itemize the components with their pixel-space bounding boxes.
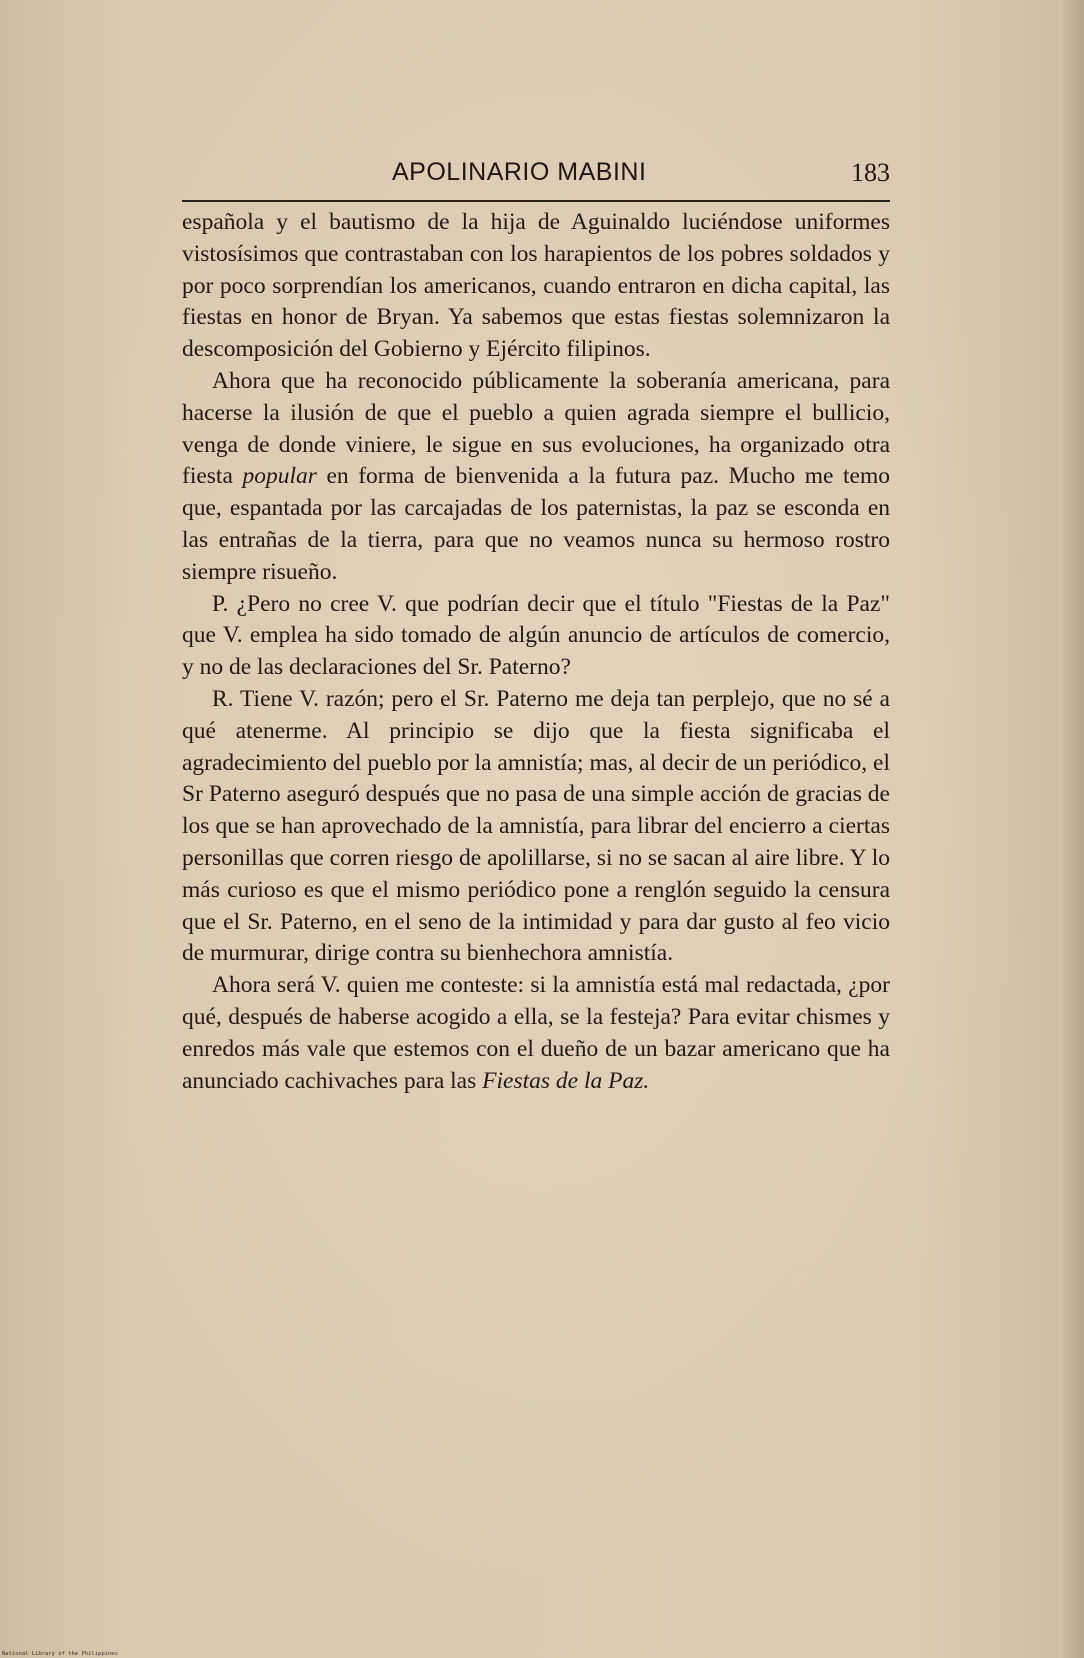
- paragraph-2: [182, 366, 890, 589]
- body-text: [182, 207, 890, 1097]
- paragraph-5-italic: Fiestas de la Paz.: [482, 1067, 650, 1094]
- page-number: 183: [851, 158, 890, 187]
- paragraph-1: española y el bautismo de la hija de Aguinaldo luciéndose uniformes vistosísimos que contrastaban con los harapientos de los pobres soldados y por poco sorprendían los americanos, cuando entraron en dicha capital, las fiestas en honor de Bryan. Ya sabemos que estas fiestas solemnizaron la descomposición del Gobierno y Ejército filipinos.: [182, 209, 890, 363]
- page-edge-shadow: [1062, 0, 1084, 1658]
- paragraph-3: P. ¿Pero no cree V. que podrían decir que el título "Fiestas de la Paz" que V. emplea ha sido tomado de algún anuncio de artículos de comercio, y no de las declaraciones del Sr. Paterno?: [182, 590, 890, 681]
- paragraph-5: [182, 970, 890, 1097]
- running-title: APOLINARIO MABINI: [392, 158, 647, 186]
- running-head: [182, 158, 890, 198]
- paragraph-2-italic: popular: [242, 463, 317, 490]
- paragraph-4: R. Tiene V. razón; pero el Sr. Paterno me deja tan perplejo, que no sé a qué atenerme. Al principio se dijo que la fiesta significaba el agradecimiento del pueblo por la amnistía; mas, al decir de un periódico, el Sr Paterno aseguró después que no pasa de una simple acción de gracias de los que se han aprovechado de la amnistía, para librar del encierro a ciertas personillas que corren riesgo de apolillarse, si no se sacan al aire libre. Y lo más curioso es que el mismo periódico pone a renglón seguido la censura que el Sr. Paterno, en el seno de la intimidad y para dar gusto al feo vicio de murmurar, dirige contra su bienhechora amnistía.: [182, 685, 890, 967]
- paragraph-2-text-b: en forma de bienvenida a la futura paz. Mucho me temo que, espantada por las carcajadas de los paternistas, la paz se esconda en las entrañas de la tierra, para que no veamos nunca su hermoso rostro siempre risueño.: [182, 463, 890, 585]
- library-credit: National Library of the Philippines: [2, 1651, 118, 1657]
- paragraph-5-text-a: Ahora será V. quien me conteste: si la amnistía está mal redactada, ¿por qué, después de haberse acogido a ella, se la festeja? Para evitar chismes y enredos más vale que estemos con el dueño de un bazar americano que ha anunciado cachivaches para las: [182, 972, 890, 1094]
- paragraph-2-text-a: Ahora que ha reconocido públicamente la soberanía americana, para hacerse la ilusión de que el pueblo a quien agrada siempre el bullicio, venga de donde viniere, le sigue en sus evoluciones, ha organizado otra fiesta: [182, 367, 890, 490]
- header-rule: [182, 200, 890, 202]
